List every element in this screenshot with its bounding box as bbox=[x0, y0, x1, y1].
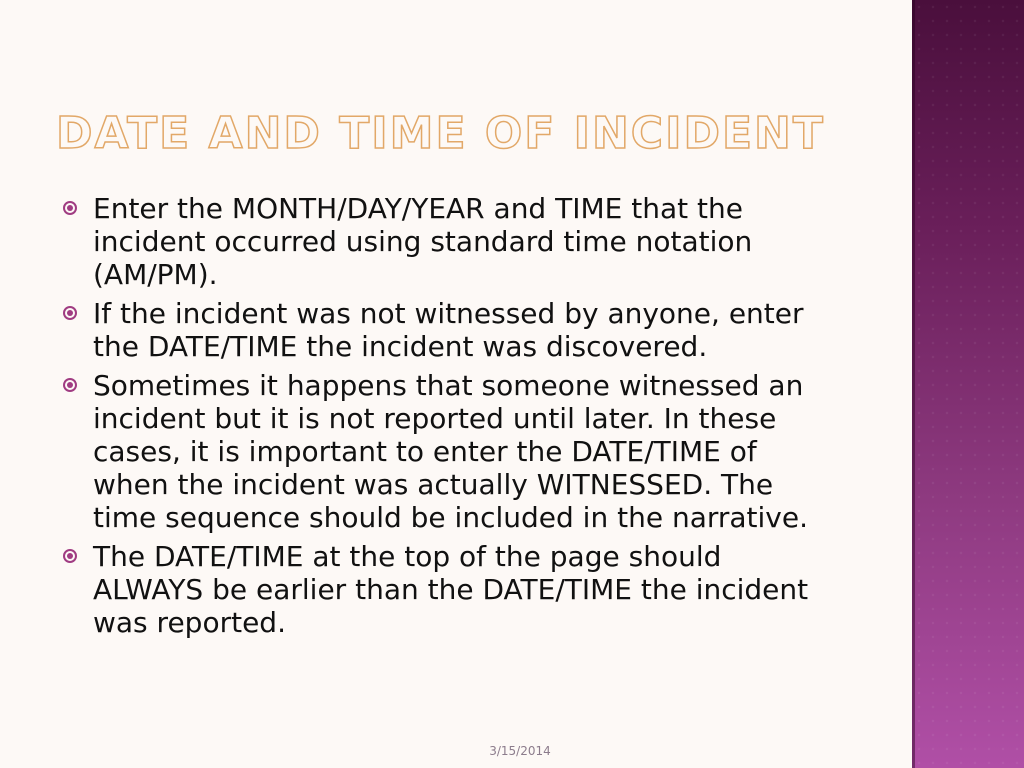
circle-dot-icon bbox=[63, 306, 77, 320]
bullet-text: If the incident was not witnessed by anyone, enter the DATE/TIME the incident was discovered. bbox=[93, 297, 804, 363]
slide-title: DATE AND TIME OF INCIDENT bbox=[56, 108, 825, 159]
bullet-item bbox=[60, 540, 840, 639]
bullet-item bbox=[60, 369, 840, 534]
circle-dot-icon bbox=[63, 378, 77, 392]
bullet-text: Sometimes it happens that someone witnessed an incident but it is not reported until later. In these cases, it is important to enter the DATE/TIME of when the incident was actually WITNESSED. The time sequence should be included in the narrative. bbox=[93, 369, 808, 534]
bullet-item bbox=[60, 192, 840, 291]
bullet-item bbox=[60, 297, 840, 363]
bullet-list bbox=[60, 192, 840, 645]
circle-dot-icon bbox=[63, 549, 77, 563]
bullet-text: Enter the MONTH/DAY/YEAR and TIME that the incident occurred using standard time notation (AM/PM). bbox=[93, 192, 753, 291]
decorative-side-band bbox=[912, 0, 1024, 768]
circle-dot-icon bbox=[63, 201, 77, 215]
footer-date: 3/15/2014 bbox=[489, 744, 551, 758]
bullet-text: The DATE/TIME at the top of the page should ALWAYS be earlier than the DATE/TIME the incident was reported. bbox=[93, 540, 809, 639]
